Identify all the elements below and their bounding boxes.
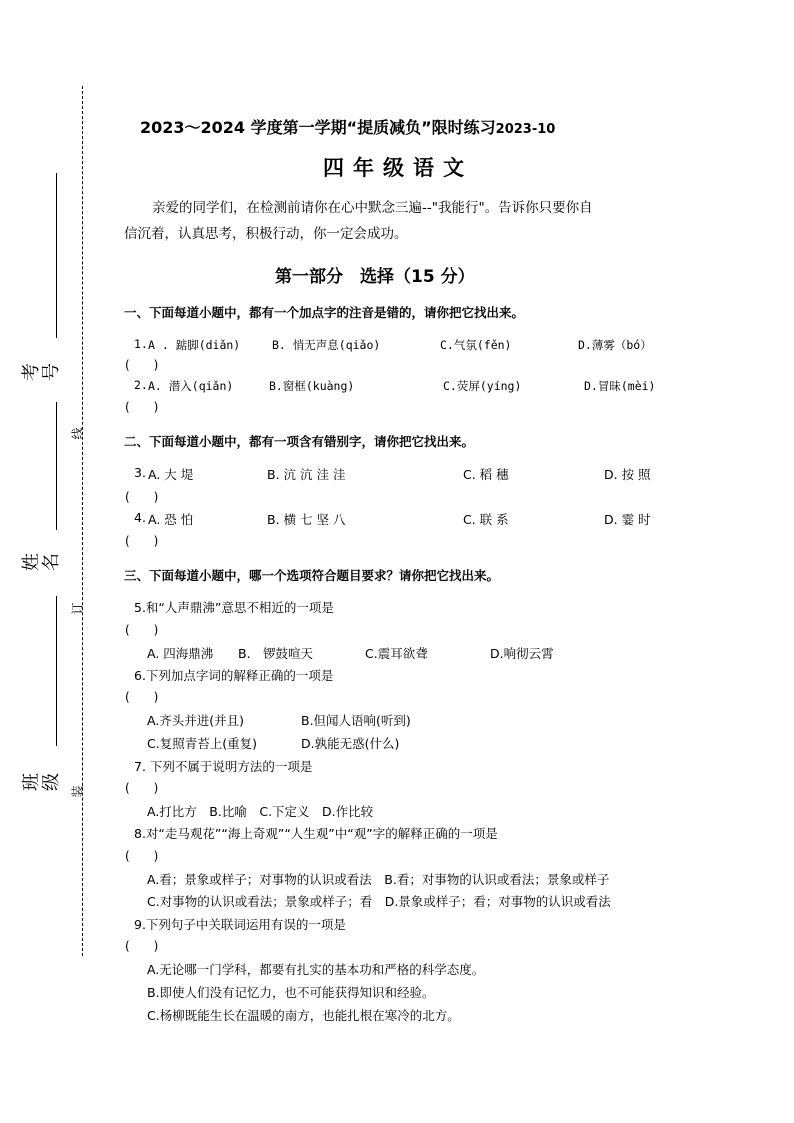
intro-line-2: 信沉着，认真思考，积极行动，你一定会成功。 — [124, 226, 408, 242]
binding-dashed-line — [82, 86, 83, 956]
q5-option-d: D.响彻云霄 — [490, 646, 554, 661]
q8-answer-blank[interactable]: ( ) — [125, 849, 159, 863]
q1-option-d: D.薄雾（bó） — [578, 338, 652, 352]
class-blank — [56, 596, 57, 746]
q8-stem: 8.对“走马观花”“海上奇观”“人生观”中“观”字的解释正确的一项是 — [134, 826, 498, 841]
name-label: 姓名 — [21, 553, 62, 571]
q9-option-c: C.杨柳既能生长在温暖的南方，也能扎根在寒冷的北方。 — [147, 1008, 460, 1023]
section1-heading: 一、下面每道小题中，都有一个加点字的注音是错的，请你把它找出来。 — [124, 305, 525, 320]
q2-option-c: C.荧屏(yíng) — [443, 379, 522, 393]
q1-answer-blank[interactable]: ( ) — [125, 358, 159, 372]
cut-mark-line: 线 — [70, 427, 85, 440]
q9-option-b: B.即使人们没有记忆力，也不可能获得知识和经验。 — [147, 985, 435, 1000]
q2-option-b: B.窗框(kuàng) — [269, 379, 355, 393]
section2-heading: 二、下面每道小题中，都有一项含有错别字，请你把它找出来。 — [124, 434, 475, 449]
cut-mark-bind: 订 — [70, 602, 85, 615]
class-label: 班级 — [21, 773, 62, 791]
q9-stem: 9.下列句子中关联词运用有误的一项是 — [134, 917, 346, 932]
q8-options-line-1: A.看；景象或样子；对事物的认识或看法 B.看；对事物的认识或看法；景象或样子 — [147, 872, 610, 887]
q7-options: A.打比方 B.比喻 C.下定义 D.作比较 — [147, 804, 374, 819]
name-blank — [56, 402, 57, 530]
q6-option-a: A.齐头并进(并且) — [147, 713, 245, 728]
q5-option-c: C.震耳欲聋 — [365, 646, 428, 661]
q2-option-a: A. 潜入(qiǎn) — [148, 379, 234, 393]
q4-number: 4. — [134, 510, 146, 525]
q1-option-c: C.气氛(fěn) — [440, 338, 512, 352]
intro-line-1: 亲爱的同学们，在检测前请你在心中默念三遍--"我能行"。告诉你只要你自 — [152, 200, 593, 216]
q7-answer-blank[interactable]: ( ) — [125, 781, 159, 795]
q5-option-a: A. 四海鼎沸 — [147, 646, 214, 661]
q3-number: 3. — [134, 465, 146, 480]
q8-options-line-2: C.对事物的认识或看法；景象或样子；看 D.景象或样子；看；对事物的认识或看法 — [147, 894, 611, 909]
q4-option-a: A. 恐 怕 — [148, 512, 194, 527]
q1-option-b: B. 悄无声息(qiǎo) — [272, 338, 381, 352]
exam-number-blank — [56, 173, 57, 338]
q7-stem: 7. 下列不属于说明方法的一项是 — [134, 759, 313, 774]
q1-option-a: A . 踮脚(diǎn) — [148, 338, 241, 352]
q2-option-d: D.冒昧(mèi) — [584, 379, 656, 393]
q5-stem: 5.和“人声鼎沸”意思不相近的一项是 — [134, 600, 334, 615]
q2-answer-blank[interactable]: ( ) — [125, 400, 159, 414]
q4-option-c: C. 联 系 — [463, 512, 509, 527]
q4-answer-blank[interactable]: ( ) — [125, 534, 159, 548]
q4-option-d: D. 霎 时 — [604, 512, 651, 527]
q3-option-c: C. 稻 穗 — [463, 467, 509, 482]
q1-number: 1. — [134, 337, 148, 351]
q2-number: 2. — [134, 378, 148, 392]
part1-title: 第一部分 选择（15 分） — [275, 267, 475, 287]
q3-answer-blank[interactable]: ( ) — [125, 490, 159, 504]
q6-option-c: C.复照青苔上(重复) — [147, 736, 257, 751]
q6-option-d: D.孰能无惑(什么) — [301, 736, 400, 751]
q9-option-a: A.无论哪一门学科，都要有扎实的基本功和严格的科学态度。 — [147, 962, 485, 977]
q6-stem: 6.下列加点字词的解释正确的一项是 — [134, 668, 334, 683]
q9-answer-blank[interactable]: ( ) — [125, 939, 159, 953]
q5-option-b: B. 锣鼓喧天 — [238, 646, 314, 661]
exam-date: 2023-10 — [495, 122, 556, 137]
subject-title: 四年级语文 — [323, 156, 473, 180]
q3-option-d: D. 按 照 — [604, 467, 651, 482]
q3-option-b: B. 沆 沆 洼 洼 — [267, 467, 346, 482]
q6-answer-blank[interactable]: ( ) — [125, 690, 159, 704]
exam-title-main: 2023～2024 学度第一学期“提质减负”限时练习 — [140, 118, 496, 137]
exam-number-label: 考号 — [21, 363, 62, 381]
exam-title — [140, 115, 555, 138]
q5-answer-blank[interactable]: ( ) — [125, 623, 159, 637]
q3-option-a: A. 大 堤 — [148, 467, 194, 482]
q4-option-b: B. 横 七 坚 八 — [267, 512, 346, 527]
section3-heading: 三、下面每道小题中，哪一个选项符合题目要求？请你把它找出来。 — [124, 568, 500, 583]
cut-mark-pack: 装 — [70, 785, 85, 798]
q6-option-b: B.但闻人语响(听到) — [301, 713, 411, 728]
